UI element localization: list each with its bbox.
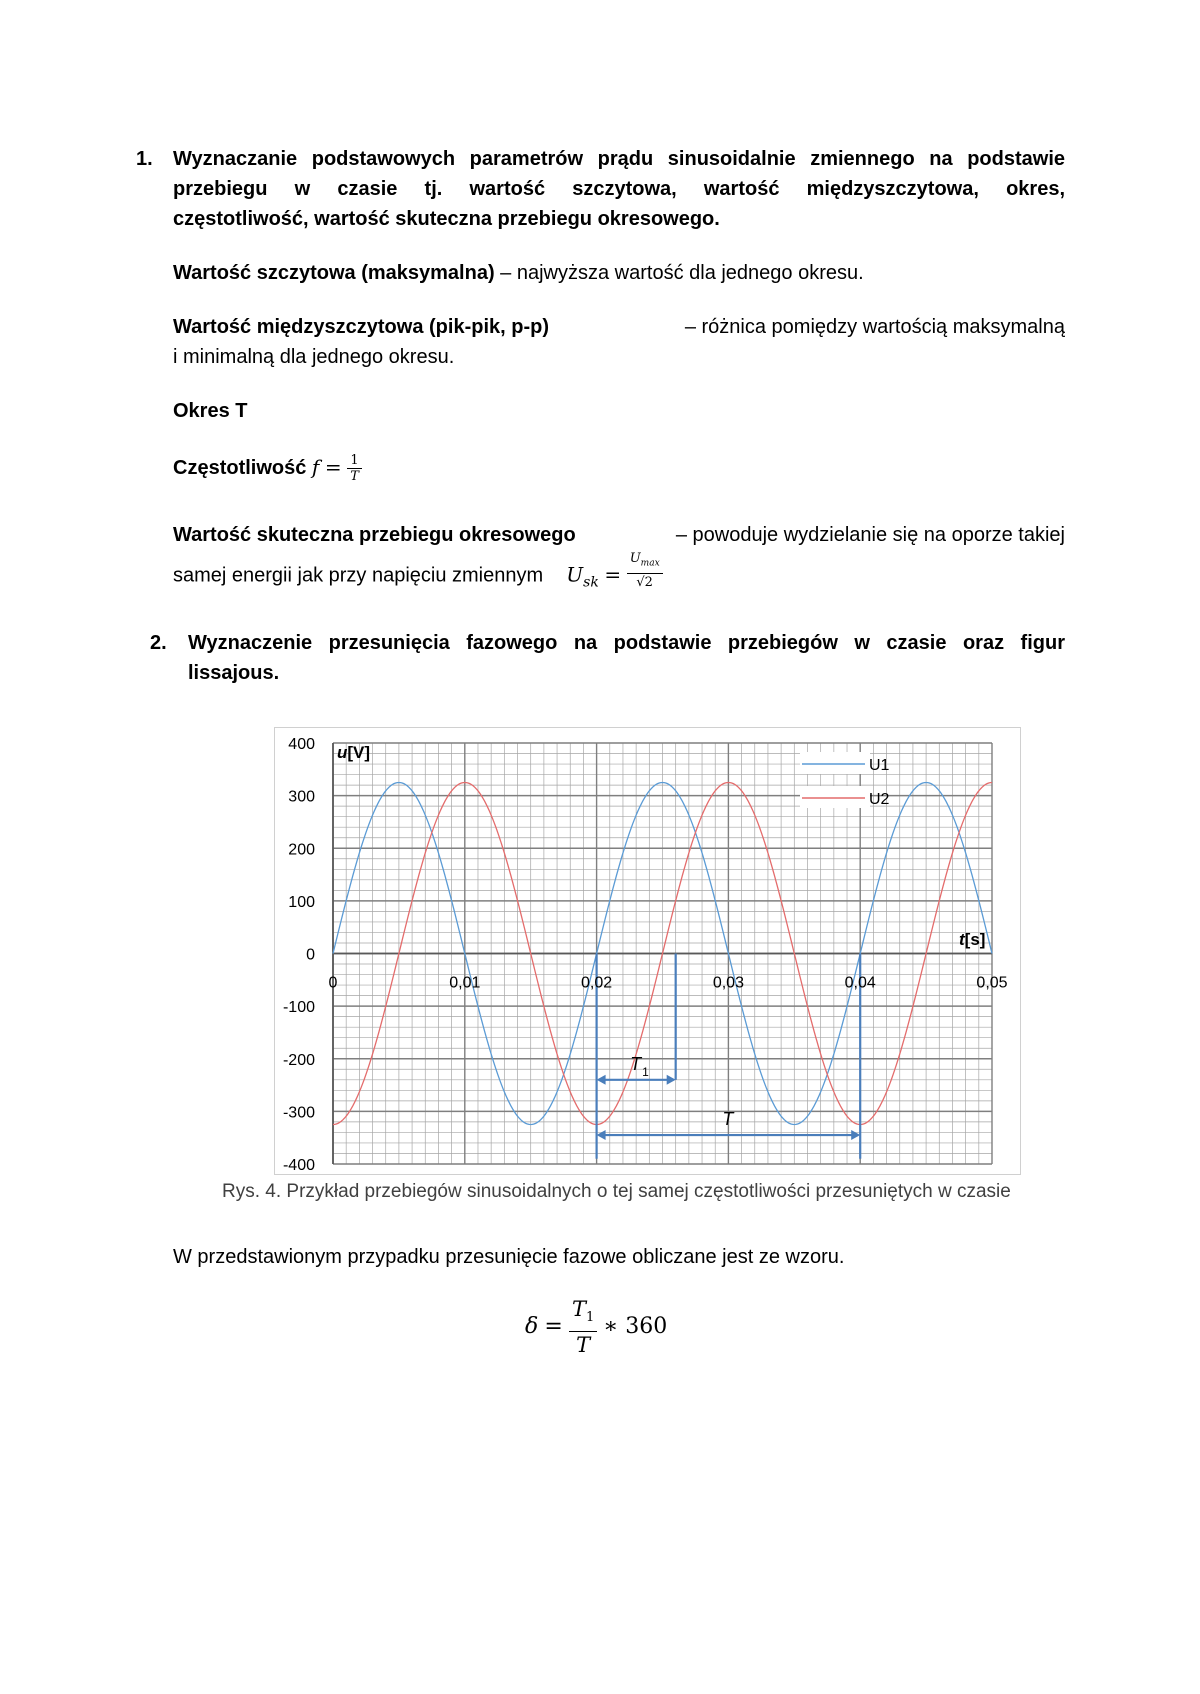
peak-to-peak-definition	[173, 312, 1065, 342]
peak-value-definition	[173, 258, 864, 288]
legend-label-u1: U1	[869, 757, 890, 774]
rms-numerator: $U_{max}$	[627, 550, 663, 574]
x-tick-label: 0,03	[712, 974, 744, 992]
formula-numerator: $T_1$	[569, 1296, 597, 1332]
y-tick-label: 400	[288, 736, 315, 753]
rms-definition	[173, 520, 1065, 550]
phase-shift-chart	[274, 727, 1021, 1175]
phase-shift-formula	[525, 1296, 667, 1358]
section2-heading-line1: Wyznaczenie przesunięcia fazowego na podstawie przebiegów w czasie oraz figur	[188, 632, 1065, 654]
y-tick-label: -100	[282, 999, 315, 1017]
x-tick-label: 0,05	[976, 974, 1008, 992]
section1-heading-line1: Wyznaczanie podstawowych parametrów prądu sinusoidalnie zmiennego na podstawie	[173, 148, 1065, 170]
peak-value-desc: – najwyższa wartość dla jednego okresu.	[494, 262, 864, 284]
x-tick-label: 0,01	[449, 974, 481, 992]
frequency-label: Częstotliwość	[173, 457, 307, 479]
frequency-definition	[173, 452, 362, 484]
peak-to-peak-desc-line1: – różnica pomiędzy wartością maksymalną	[684, 316, 1065, 338]
peak-to-peak-desc-line2: i minimalną dla jednego okresu.	[173, 346, 455, 368]
rms-desc-line1: – powoduje wydzielanie się na oporze takiej	[675, 524, 1065, 546]
x-axis-label: t[s]	[959, 930, 986, 949]
annotation-label: T	[722, 1109, 734, 1130]
frequency-numerator: 1	[347, 453, 362, 469]
legend-label-u2: U2	[869, 791, 890, 808]
frequency-denominator: T	[350, 469, 359, 485]
formula-denominator: T	[576, 1333, 591, 1358]
rms-desc-line2	[173, 550, 663, 598]
formula-rest: ∗ 360	[603, 1313, 668, 1339]
section1-heading-line2: przebiegu w czasie tj. wartość szczytowa, wartość międzyszczytowa, okres,	[173, 178, 1065, 200]
annotation-arrow-head-left	[597, 1075, 606, 1085]
period-label: Okres T	[173, 400, 248, 422]
chart-legend	[800, 752, 890, 808]
legend-bg	[800, 786, 870, 808]
chart-ticks	[283, 736, 1008, 1174]
rms-denominator: √2	[636, 574, 653, 590]
peak-to-peak-term: Wartość międzyszczytowa (pik-pik, p-p)	[173, 316, 549, 338]
annotation-arrow-head-right	[851, 1130, 860, 1140]
annotation-arrow-head-left	[597, 1130, 606, 1140]
annotation-arrow-head-right	[667, 1075, 676, 1085]
y-tick-label: 300	[288, 788, 315, 806]
formula-eq: =	[544, 1313, 563, 1339]
y-tick-label: -400	[282, 1157, 315, 1174]
x-tick-label: 0,02	[581, 974, 613, 992]
rms-term: Wartość skuteczna przebiegu okresowego	[173, 524, 576, 546]
section1-heading-line3: częstotliwość, wartość skuteczna przebiegu okresowego.	[173, 208, 720, 230]
y-tick-label: -300	[282, 1104, 315, 1122]
peak-value-term: Wartość szczytowa (maksymalna)	[173, 262, 495, 284]
y-tick-label: 0	[306, 946, 315, 964]
frequency-var: f	[311, 455, 320, 479]
x-tick-label: 0,04	[844, 974, 876, 992]
chart-svg	[275, 728, 1020, 1174]
x-tick-label: 0	[328, 974, 338, 992]
legend-bg	[800, 752, 870, 774]
y-tick-label: 200	[288, 841, 315, 859]
y-axis-label: u[V]	[337, 743, 371, 762]
figure-caption: Rys. 4. Przykład przebiegów sinusoidalnych o tej samej częstotliwości przesuniętych w czasie	[222, 1181, 1011, 1202]
annotation-label: T	[630, 1053, 642, 1074]
formula-delta: δ	[525, 1313, 539, 1339]
frequency-fraction	[347, 453, 362, 484]
y-tick-label: 100	[288, 893, 315, 911]
closing-text: W przedstawionym przypadku przesunięcie fazowe obliczane jest ze wzoru.	[173, 1246, 845, 1268]
rms-var: U	[566, 562, 584, 587]
rms-fraction	[627, 550, 663, 591]
rms-desc-text: samej energii jak przy napięciu zmiennym	[173, 564, 544, 587]
formula-fraction	[569, 1296, 597, 1358]
section2-heading-line2: lissajous.	[188, 662, 280, 684]
y-tick-label: -200	[282, 1051, 315, 1069]
annotation-label-sub: 1	[642, 1064, 649, 1079]
section1-number: 1.	[136, 148, 153, 170]
section2-number: 2.	[150, 632, 167, 654]
frequency-eq: =	[324, 455, 342, 479]
rms-eq: =	[604, 562, 622, 587]
rms-sub: sk	[583, 574, 599, 591]
